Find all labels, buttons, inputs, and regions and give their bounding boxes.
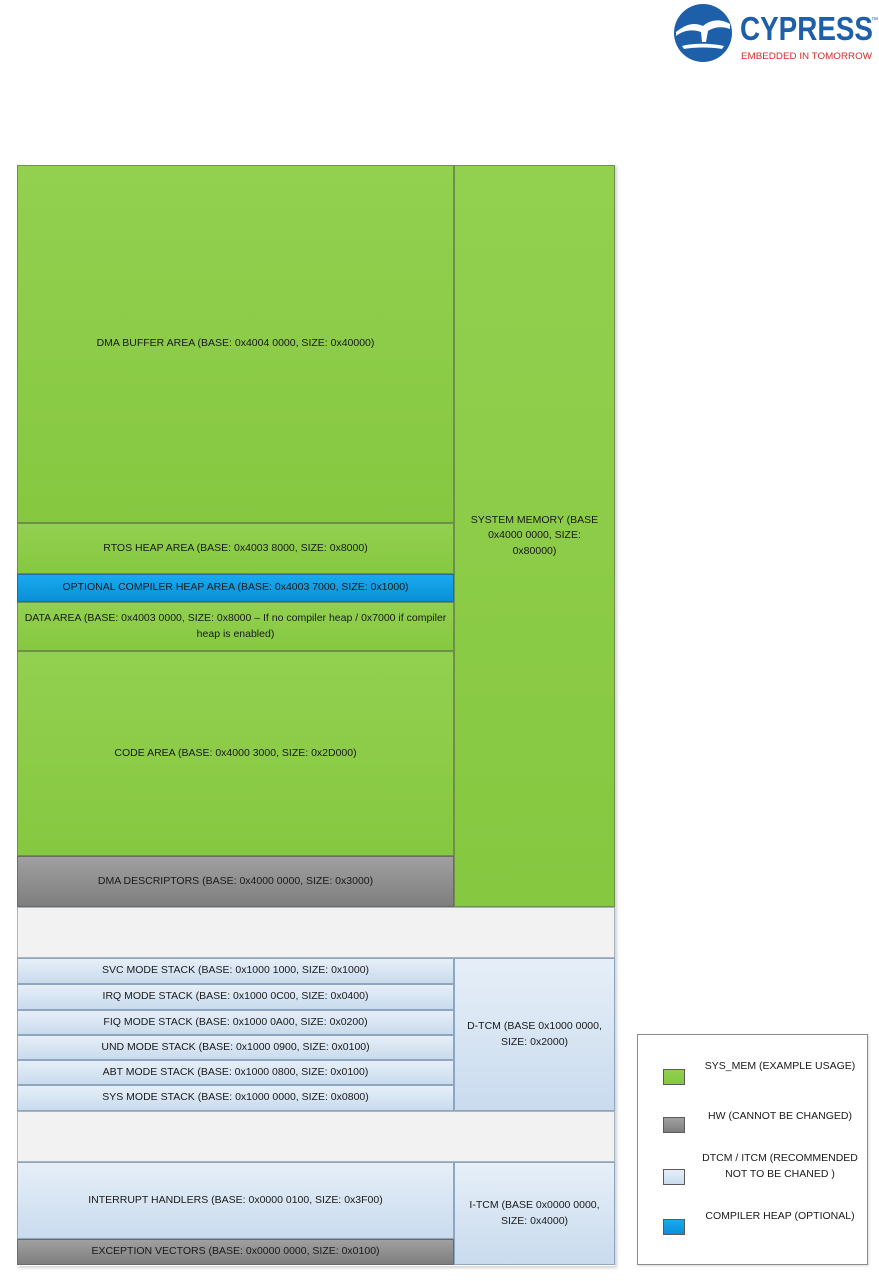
dma-buffer-area	[17, 165, 454, 523]
system-memory-label: SYSTEM MEMORY (BASE 0x4000 0000, SIZE: 0x80000)	[470, 514, 599, 557]
legend-label-compiler-heap: COMPILER HEAP (OPTIONAL)	[705, 1210, 855, 1222]
legend	[637, 1034, 868, 1265]
data-area-label: DATA AREA (BASE: 0x4003 0000, SIZE: 0x8000 – If no compiler heap / 0x7000 if compiler heap is enabled)	[24, 612, 447, 640]
fiq-mode-stack	[17, 1010, 454, 1035]
legend-item-hw	[638, 1105, 867, 1145]
d-tcm	[454, 958, 615, 1111]
irq-mode-stack-label: IRQ MODE STACK (BASE: 0x1000 0C00, SIZE: 0x0400)	[102, 990, 369, 1003]
svc-mode-stack-label: SVC MODE STACK (BASE: 0x1000 1000, SIZE: 0x1000)	[101, 964, 370, 977]
exception-vectors-label: EXCEPTION VECTORS (BASE: 0x0000 0000, SIZE: 0x0100)	[91, 1245, 380, 1258]
cypress-logo-graphic	[672, 2, 877, 64]
und-mode-stack-label: UND MODE STACK (BASE: 0x1000 0900, SIZE: 0x0100)	[101, 1040, 370, 1053]
interrupt-handlers-label: INTERRUPT HANDLERS (BASE: 0x0000 0100, SIZE: 0x3F00)	[88, 1193, 383, 1206]
exception-vectors	[17, 1239, 454, 1265]
interrupt-handlers	[17, 1162, 454, 1239]
abt-mode-stack	[17, 1060, 454, 1085]
sys-mode-stack-label: SYS MODE STACK (BASE: 0x1000 0000, SIZE: 0x0800)	[102, 1091, 369, 1104]
legend-swatch-tcm	[663, 1169, 685, 1185]
dma-buffer-area-label: DMA BUFFER AREA (BASE: 0x4004 0000, SIZE: 0x40000)	[96, 337, 375, 350]
compiler-heap-area-label: OPTIONAL COMPILER HEAP AREA (BASE: 0x4003 7000, SIZE: 0x1000)	[62, 581, 409, 594]
cypress-logo	[672, 2, 877, 64]
sys-mode-stack	[17, 1085, 454, 1111]
logo-trademark: ™	[871, 17, 878, 24]
system-memory	[454, 165, 615, 907]
svc-mode-stack	[17, 958, 454, 984]
compiler-heap-area	[17, 574, 454, 602]
legend-label-sys-mem: SYS_MEM (EXAMPLE USAGE)	[704, 1060, 856, 1072]
legend-swatch-compiler-heap	[663, 1219, 685, 1235]
legend-item-compiler-heap	[638, 1207, 867, 1247]
d-tcm-label: D-TCM (BASE 0x1000 0000, SIZE: 0x2000)	[467, 1020, 602, 1048]
legend-swatch-hw	[663, 1117, 685, 1133]
i-tcm-label: I-TCM (BASE 0x0000 0000, SIZE: 0x4000)	[469, 1199, 600, 1227]
legend-item-tcm	[638, 1149, 867, 1189]
legend-item-sys-mem	[638, 1055, 867, 1095]
legend-label-hw: HW (CANNOT BE CHANGED)	[708, 1110, 852, 1122]
dma-descriptors-label: DMA DESCRIPTORS (BASE: 0x4000 0000, SIZE: 0x3000)	[97, 874, 374, 887]
unmapped-gap-1	[17, 907, 615, 958]
fiq-mode-stack-label: FIQ MODE STACK (BASE: 0x1000 0A00, SIZE: 0x0200)	[103, 1015, 368, 1028]
und-mode-stack	[17, 1035, 454, 1060]
rtos-heap-area-label: RTOS HEAP AREA (BASE: 0x4003 8000, SIZE: 0x8000)	[103, 541, 368, 554]
legend-label-tcm: DTCM / ITCM (RECOMMENDED NOT TO BE CHANED )	[702, 1152, 858, 1180]
logo-brand-text: CYPRESS	[740, 10, 873, 47]
code-area-label: CODE AREA (BASE: 0x4000 3000, SIZE: 0x2D000)	[114, 746, 357, 759]
i-tcm	[454, 1162, 615, 1265]
abt-mode-stack-label: ABT MODE STACK (BASE: 0x1000 0800, SIZE: 0x0100)	[102, 1065, 369, 1078]
unmapped-gap-2	[17, 1111, 615, 1162]
rtos-heap-area	[17, 523, 454, 574]
data-area	[17, 602, 454, 651]
legend-swatch-sys-mem	[663, 1069, 685, 1085]
code-area	[17, 651, 454, 856]
irq-mode-stack	[17, 984, 454, 1010]
dma-descriptors	[17, 856, 454, 907]
logo-tagline-text: EMBEDDED IN TOMORROW	[741, 51, 873, 62]
